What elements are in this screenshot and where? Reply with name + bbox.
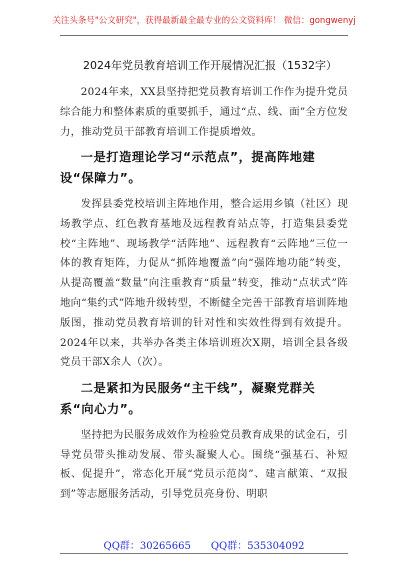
promo-banner: 关注头条号"公文研究"，获得最新最全最专业的公文资料库！ 微信：gongwenyj [52, 16, 356, 26]
header-divider [60, 35, 348, 36]
qq-group-1: QQ群：30265665 [103, 541, 191, 552]
footer-divider [60, 553, 348, 554]
section-2-heading: 二是紧扣为民服务“主干线”，凝聚党群关系“向心力”。 [60, 381, 316, 416]
section-1-heading: 一是打造理论学习“示范点”，提高阵地建设“保障力”。 [60, 150, 316, 186]
section-2-paragraph: 坚持把为民服务成效作为检验党员教育成果的试金石，引导党员带头推动发展、带头凝聚人心。围绕“强基石、补短板、促提升”，常态化开展“党员示范岗”、建言献策、“双报到”等志愿服务活动，引导党员亮身份、明职 [60, 428, 348, 501]
document-title: 2024年党员教育培训工作开展情况汇报（1532字） [83, 59, 337, 72]
section-1-paragraph: 发挥县委党校培训主阵地作用，整合运用乡镇（社区）现场教学点、红色教育基地及远程教育站点等，打造集县委党校“主阵地”、现场教学“活阵地”、远程教育“云阵地”三位一体的教育矩阵，力促从“抓阵地覆盖”向“强阵地功能”转变，从提高覆盖“数量”向注重教育“质量”转变，推动“点状式”阵地向“集约式”阵地升级转型，不断健全完善干部教育培训阵地版图，推动党员教育培训的针对性和实效性得到有效提升。2024年以来，共举办各类主体培训班次X期，培训全县各级党员干部X余人（次）。 [60, 197, 348, 369]
intro-paragraph: 2024年来，XX县坚持把党员教育培训工作作为提升党员综合能力和整体素质的重要抓手，通过“点、线、面”全方位发力，推动党员干部教育培训工作提质增效。 [60, 86, 348, 138]
footer-contacts [0, 537, 408, 552]
document-body [60, 83, 348, 505]
qq-group-2: QQ群：535304092 [210, 541, 305, 552]
